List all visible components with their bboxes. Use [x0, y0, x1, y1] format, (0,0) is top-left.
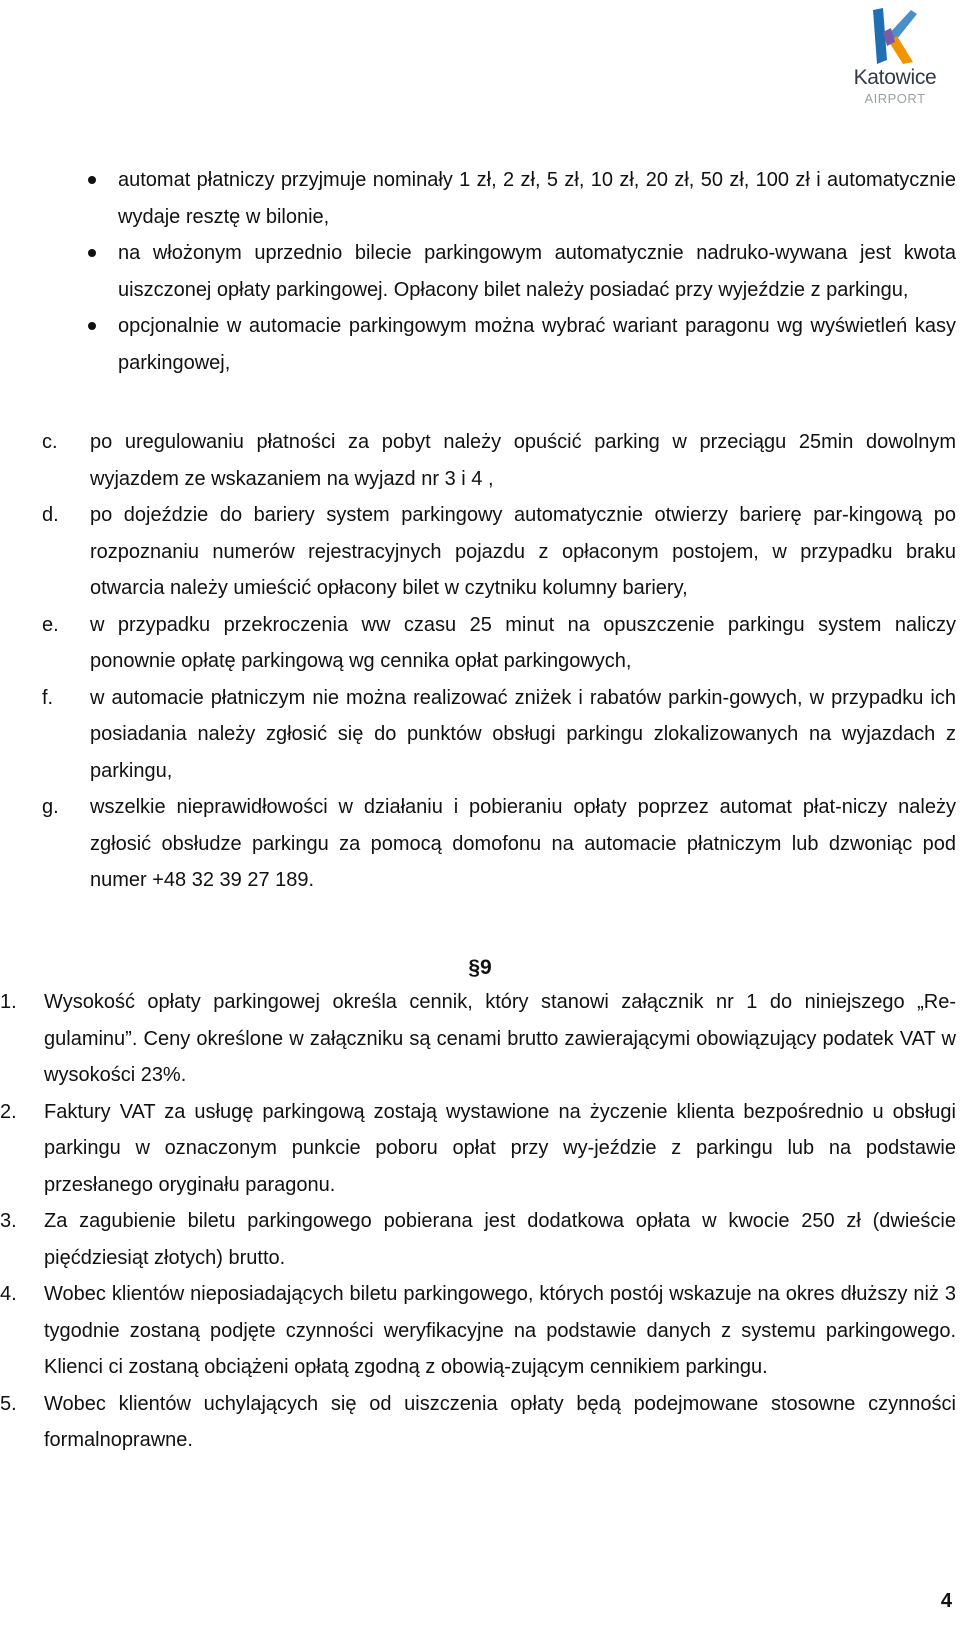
- item-marker: 1.: [0, 991, 17, 1013]
- numbered-item: [0, 1276, 956, 1386]
- bullet-list: [80, 162, 956, 381]
- lettered-item: [42, 607, 956, 680]
- item-text: w przypadku przekroczenia ww czasu 25 minut na opuszczenie parkingu system naliczy ponownie opłatę parkingową wg cennika opłat parkingowych,: [90, 613, 956, 672]
- lettered-item: [42, 680, 956, 790]
- item-text: wszelkie nieprawidłowości w działaniu i pobieraniu opłaty poprzez automat płat-niczy należy zgłosić obsłudze parkingu za pomocą domofonu na automacie płatniczym lub dzwoniąc pod numer +48 32 39 27 189.: [90, 796, 956, 891]
- bullet-item: automat płatniczy przyjmuje nominały 1 zł, 2 zł, 5 zł, 10 zł, 20 zł, 50 zł, 100 zł i automatycznie wydaje resztę w bilonie,: [80, 162, 956, 235]
- item-text: Za zagubienie biletu parkingowego pobierana jest dodatkowa opłata w kwocie 250 zł (dwieście pięćdziesiąt złotych) brutto.: [44, 1210, 956, 1269]
- item-text: w automacie płatniczym nie można realizować zniżek i rabatów parkin-gowych, w przypadku ich posiadania należy zgłosić się do punktów obsługi parkingu zlokalizowanych na wyjazdach z parkingu,: [90, 686, 956, 782]
- item-marker: g.: [42, 796, 59, 818]
- item-marker: 2.: [0, 1100, 17, 1123]
- item-text: Wysokość opłaty parkingowej określa cennik, który stanowi załącznik nr 1 do niniejszego „Re-gulaminu”. Ceny określone w załączniku są cenami brutto zawierającymi obowiązujący podatek VAT w wysokości 23%.: [44, 991, 956, 1086]
- item-text: po dojeździe do bariery system parkingowy automatycznie otwierzy barierę par-kingową po rozpoznaniu numerów rejestracyjnych pojazdu z opłaconym postojem, w przypadku braku otwarcia należy umieścić opłacony bilet w czytniku kolumny bariery,: [90, 504, 956, 599]
- item-marker: c.: [42, 431, 58, 453]
- lettered-item: [42, 497, 956, 607]
- item-text: po uregulowaniu płatności za pobyt należy opuścić parking w przeciągu 25min dowolnym wyjazdem ze wskazaniem na wyjazd nr 3 i 4 ,: [90, 431, 956, 490]
- bullet-item: na włożonym uprzednio bilecie parkingowym automatycznie nadruko-wywana jest kwota uiszczonej opłaty parkingowej. Opłacony bilet należy posiadać przy wyjeździe z parkingu,: [80, 235, 956, 308]
- item-marker: e.: [42, 613, 59, 636]
- item-text: Wobec klientów uchylających się od uiszczenia opłaty będą podejmowane stosowne czynności formalnoprawne.: [44, 1392, 956, 1451]
- numbered-item: [0, 1094, 956, 1204]
- logo-subtitle: AIRPORT: [864, 91, 926, 106]
- lettered-item: [42, 789, 956, 899]
- item-marker: d.: [42, 504, 59, 526]
- numbered-list: [0, 984, 956, 1459]
- katowice-airport-logo: [842, 8, 960, 108]
- item-marker: 5.: [0, 1392, 17, 1415]
- item-marker: 4.: [0, 1283, 17, 1305]
- item-marker: 3.: [0, 1210, 17, 1232]
- numbered-item: [0, 1203, 956, 1276]
- item-marker: f.: [42, 686, 54, 709]
- k-logo-icon: [867, 8, 923, 66]
- bullet-item: opcjonalnie w automacie parkingowym można wybrać wariant paragonu wg wyświetleń kasy parkingowej,: [80, 308, 956, 381]
- page-number: 4: [940, 1590, 952, 1612]
- lettered-item: [42, 424, 956, 497]
- section-heading: §9: [468, 956, 492, 979]
- logo-name: Katowice: [853, 66, 937, 89]
- item-text: Faktury VAT za usługę parkingową zostają wystawione na życzenie klienta bezpośrednio u obsługi parkingu w oznaczonym punkcie poboru opłat przy wy-jeździe z parkingu lub na podstawie przesłanego oryginału paragonu.: [44, 1100, 956, 1196]
- lettered-list: [42, 424, 956, 899]
- item-text: Wobec klientów nieposiadających biletu parkingowego, których postój wskazuje na okres dłuższy niż 3 tygodnie zostaną podjęte czynności weryfikacyjne na podstawie danych z systemu parkingowego. Klienci ci zostaną obciążeni opłatą zgodną z obowią-zującym cennikiem parkingu.: [44, 1283, 956, 1378]
- numbered-item: [0, 984, 956, 1094]
- numbered-item: [0, 1386, 956, 1459]
